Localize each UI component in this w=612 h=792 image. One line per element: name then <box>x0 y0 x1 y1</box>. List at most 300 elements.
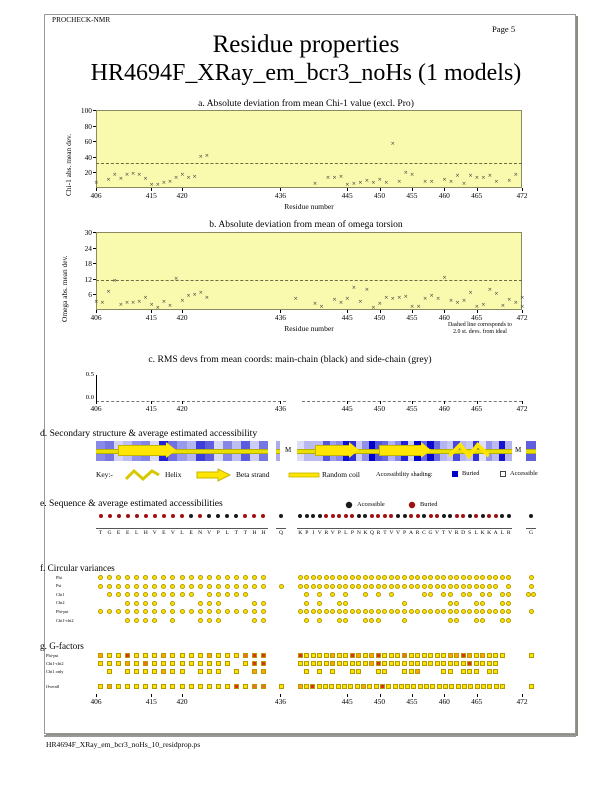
panel-e-caption: e. Sequence & average estimated accessibilities <box>40 498 223 509</box>
data-point: × <box>507 296 512 303</box>
g-factor-marker <box>376 661 381 666</box>
x-tick-label: 415 <box>145 697 157 706</box>
g-factor-marker <box>304 684 309 689</box>
y-tick-label: 12 <box>84 274 92 284</box>
data-point: × <box>442 176 447 183</box>
circular-variance-marker <box>207 592 212 597</box>
circular-variance-marker <box>500 618 505 623</box>
y-tick-label: 40 <box>84 152 92 162</box>
x-tick-label: 472 <box>516 404 528 413</box>
x-tick-label: 450 <box>373 404 386 413</box>
g-factor-marker <box>468 684 473 689</box>
accessibility-dot <box>144 514 148 518</box>
data-point: × <box>173 174 179 181</box>
g-factor-marker <box>134 669 139 674</box>
circular-variance-marker <box>506 584 511 589</box>
g-factor-marker <box>363 653 368 658</box>
data-point: × <box>143 295 148 302</box>
g-factor-marker <box>330 669 335 674</box>
g-factor-marker <box>261 684 266 689</box>
panel-c-vaxis <box>96 375 97 401</box>
panel-d-key-buried: Buried <box>462 470 480 477</box>
g-factor-marker <box>342 684 347 689</box>
sequence-residue: L <box>500 530 504 536</box>
g-factor-marker <box>261 653 266 658</box>
g-factor-marker <box>493 669 498 674</box>
g-factor-marker <box>415 669 420 674</box>
g-factor-marker <box>409 661 414 666</box>
accessibility-dot <box>422 514 426 518</box>
data-point: × <box>180 172 185 179</box>
g-factor-marker <box>389 661 394 666</box>
sequence-residue: H <box>261 530 266 536</box>
data-point: × <box>204 295 210 302</box>
g-factor-marker <box>350 669 355 674</box>
y-tick-label: 20 <box>84 168 92 178</box>
panel-g-row-label: Overall <box>46 683 60 689</box>
accessibility-dot <box>383 514 387 518</box>
g-factor-marker <box>170 684 175 689</box>
g-factor-marker <box>467 661 472 666</box>
circular-variance-marker <box>350 584 355 589</box>
x-tick-label: 450 <box>373 191 386 200</box>
g-factor-marker <box>374 684 379 689</box>
x-tick-label: 465 <box>471 313 483 322</box>
g-factor-marker <box>428 661 433 666</box>
circular-variance-marker <box>428 584 433 589</box>
g-factor-marker <box>298 661 303 666</box>
circular-variance-marker <box>363 575 368 580</box>
g-factor-marker <box>382 669 387 674</box>
g-factor-marker <box>216 653 221 658</box>
data-point: × <box>364 287 370 294</box>
sequence-residue: V <box>207 530 212 536</box>
sequence-rule <box>297 528 512 529</box>
circular-variance-marker <box>422 592 427 597</box>
circular-variance-marker <box>180 592 185 597</box>
circular-variance-marker <box>98 584 103 589</box>
circular-variance-marker <box>207 575 212 580</box>
g-factor-marker <box>234 669 239 674</box>
circular-variance-marker <box>234 575 239 580</box>
circular-variance-marker <box>337 584 342 589</box>
circular-variance-marker <box>252 575 257 580</box>
data-point: × <box>461 297 467 304</box>
sequence-residue: E <box>116 530 121 536</box>
circular-variance-marker <box>435 584 440 589</box>
data-point: × <box>468 173 473 180</box>
accessibility-dot <box>126 514 130 518</box>
panel-d-marker-left: M <box>285 446 292 454</box>
g-factor-marker <box>107 653 112 658</box>
g-factor-marker <box>399 684 404 689</box>
panel-c-caption: c. RMS devs from mean coords: main-chain (black) and side-chain (grey) <box>148 354 432 365</box>
circular-variance-marker <box>474 584 479 589</box>
x-tick-label: 436 <box>274 697 286 706</box>
accessibility-dot <box>357 514 361 518</box>
g-factor-marker <box>448 661 453 666</box>
circular-variance-marker <box>279 584 284 589</box>
g-factor-marker <box>500 684 505 689</box>
circular-variance-marker <box>207 584 212 589</box>
g-factor-marker <box>304 669 309 674</box>
g-factor-marker <box>461 653 466 658</box>
circular-variance-marker <box>529 575 534 580</box>
g-factor-marker <box>330 653 335 658</box>
sequence-residue: R <box>506 530 511 536</box>
circular-variance-marker <box>448 618 453 623</box>
g-factor-marker <box>376 669 381 674</box>
g-factor-marker <box>422 661 427 666</box>
g-factor-marker <box>395 661 400 666</box>
g-factor-marker <box>324 661 329 666</box>
circular-variance-marker <box>252 618 257 623</box>
circular-variance-marker <box>134 584 139 589</box>
sequence-residue: V <box>448 530 453 536</box>
data-point: × <box>167 178 173 185</box>
g-factor-marker <box>487 661 492 666</box>
data-point: × <box>429 178 434 185</box>
data-point: × <box>403 169 408 176</box>
g-factor-marker <box>424 684 429 689</box>
circular-variance-marker <box>363 618 368 623</box>
circular-variance-marker <box>422 584 427 589</box>
data-point: × <box>198 289 204 296</box>
threshold-line <box>96 280 522 281</box>
g-factor-marker <box>180 669 185 674</box>
g-factor-marker <box>161 669 166 674</box>
g-factor-marker <box>161 684 166 689</box>
g-factor-marker <box>152 669 157 674</box>
circular-variance-marker <box>448 584 453 589</box>
g-factor-marker <box>252 661 257 666</box>
circular-variance-marker <box>409 609 414 614</box>
accessibility-dot <box>99 514 103 518</box>
x-tick-label: 406 <box>90 697 102 706</box>
sequence-residue: Q <box>369 530 374 536</box>
circular-variance-marker <box>376 584 381 589</box>
g-factor-marker <box>461 661 466 666</box>
g-factor-marker <box>170 661 175 666</box>
y-tick-label: 6 <box>88 290 92 300</box>
data-point: × <box>474 174 480 181</box>
circular-variance-marker <box>324 575 329 580</box>
data-point: × <box>173 275 179 282</box>
data-point: × <box>338 173 344 180</box>
circular-variance-marker <box>298 584 303 589</box>
sequence-residue: D <box>461 530 466 536</box>
g-factor-marker <box>480 661 485 666</box>
circular-variance-marker <box>216 618 221 623</box>
sequence-residue: V <box>435 530 440 536</box>
g-factor-marker <box>529 653 534 658</box>
g-factor-marker <box>369 661 374 666</box>
sequence-residue: P <box>350 530 354 536</box>
y-tick-label: 18 <box>84 259 92 269</box>
x-tick-label: 420 <box>176 404 188 413</box>
g-factor-marker <box>234 653 239 658</box>
secondary-structure-band-left <box>96 441 268 461</box>
buried-dot-icon <box>408 501 416 509</box>
x-tick-label: 450 <box>373 313 386 322</box>
g-factor-marker <box>198 669 203 674</box>
g-factor-marker <box>356 661 361 666</box>
g-factor-marker <box>435 653 440 658</box>
y-tick-label: 60 <box>84 137 92 147</box>
panel-f-row-label: Chi1 <box>56 591 65 597</box>
sequence-residue: S <box>468 530 472 536</box>
data-point: × <box>149 301 154 308</box>
sequence-residue: G <box>428 530 433 536</box>
g-factor-marker <box>461 669 466 674</box>
x-tick-label: 406 <box>90 404 102 413</box>
circular-variance-marker <box>487 584 492 589</box>
threshold-line <box>96 163 522 164</box>
data-point: × <box>319 304 324 311</box>
sequence-rule <box>96 528 268 529</box>
g-factor-marker <box>337 653 342 658</box>
data-point: × <box>192 173 197 180</box>
page-title: Residue properties <box>212 31 400 58</box>
panel-b-ytitle: Omega abs. mean dev. <box>60 255 69 322</box>
circular-variance-marker <box>324 584 329 589</box>
g-factor-marker <box>125 653 130 658</box>
data-point: × <box>351 180 357 187</box>
circular-variance-marker <box>261 584 266 589</box>
g-factor-marker <box>207 661 212 666</box>
beta-strand-segment <box>379 445 422 456</box>
accessibility-dot <box>162 514 166 518</box>
data-point: × <box>351 285 357 292</box>
circular-variance-marker <box>252 584 257 589</box>
data-point: × <box>124 171 130 178</box>
g-factor-marker <box>125 684 130 689</box>
data-point: × <box>118 176 124 183</box>
data-point: × <box>416 304 421 311</box>
circular-variance-marker <box>461 575 466 580</box>
g-factor-marker <box>529 684 534 689</box>
circular-variance-marker <box>252 601 257 606</box>
circular-variance-marker <box>376 575 381 580</box>
page-number: Page 5 <box>492 24 516 34</box>
panel-a-ytitle: Chi-1 abs. mean dev. <box>64 133 73 196</box>
g-factor-marker <box>134 653 139 658</box>
circular-variance-marker <box>487 575 492 580</box>
data-point: × <box>124 300 130 307</box>
secondary-structure-band-right <box>297 441 512 461</box>
panel-b-xtitle: Residue number <box>284 324 334 333</box>
accessible-star-icon <box>345 501 353 509</box>
data-point: × <box>520 303 525 310</box>
x-tick-label: 445 <box>341 697 353 706</box>
accessibility-dot <box>409 514 413 518</box>
random-coil-segment <box>276 449 280 454</box>
data-point: × <box>106 288 111 295</box>
accessibility-dot <box>180 514 184 518</box>
g-factor-marker <box>493 653 498 658</box>
sequence-residue: P <box>305 530 309 536</box>
x-tick-label: 465 <box>471 404 483 413</box>
g-factor-marker <box>189 653 194 658</box>
panel-f-row-label: Chi1-chi2 <box>56 617 74 623</box>
sequence-residue: N <box>356 530 361 536</box>
g-factor-marker <box>435 661 440 666</box>
data-point: × <box>186 293 191 299</box>
y-tick <box>93 248 96 249</box>
accessibility-dot <box>481 514 485 518</box>
g-factor-marker <box>415 653 420 658</box>
g-factor-marker <box>443 684 448 689</box>
data-point: × <box>455 173 460 180</box>
x-tick-label: 465 <box>471 191 483 200</box>
circular-variance-marker <box>474 601 479 606</box>
x-tick-label: 455 <box>406 313 418 322</box>
footer-filename: HR4694F_XRay_em_bcr3_noHs_10_residprop.ps <box>46 740 201 749</box>
g-factor-marker <box>323 684 328 689</box>
data-point: × <box>371 180 376 187</box>
g-factor-marker <box>402 653 407 658</box>
sequence-residue: P <box>216 530 220 536</box>
data-point: × <box>149 181 154 188</box>
g-factor-marker <box>395 653 400 658</box>
accessibility-dot <box>529 514 533 518</box>
panel-g-row-label: Chi1 only <box>46 668 64 674</box>
circular-variance-marker <box>98 575 103 580</box>
data-point: × <box>513 300 519 307</box>
g-factor-marker <box>454 661 459 666</box>
y-tick <box>93 157 96 158</box>
g-factor-marker <box>376 653 381 658</box>
panel-a-caption: a. Absolute deviation from mean Chi-1 value (excl. Pro) <box>198 98 414 109</box>
circular-variance-marker <box>116 584 121 589</box>
circular-variance-marker <box>180 575 185 580</box>
x-tick-label: 445 <box>341 404 353 413</box>
y-tick <box>93 263 96 264</box>
beta-strand-arrowhead <box>349 442 359 458</box>
sequence-residue: T <box>234 530 239 536</box>
g-factor-marker <box>441 669 446 674</box>
circular-variance-marker <box>330 584 335 589</box>
accessibility-dot <box>344 514 348 518</box>
g-factor-marker <box>189 684 194 689</box>
data-point: × <box>500 302 506 309</box>
g-factor-marker <box>134 661 139 666</box>
accessibility-dot <box>455 514 459 518</box>
g-factor-marker <box>324 653 329 658</box>
data-point: × <box>403 294 408 301</box>
sequence-residue: E <box>189 530 193 536</box>
sequence-residue: V <box>317 530 322 536</box>
circular-variance-marker <box>189 584 194 589</box>
g-factor-marker <box>216 661 221 666</box>
data-point: × <box>130 170 136 177</box>
data-point: × <box>155 304 161 311</box>
data-point: × <box>396 178 402 185</box>
g-factor-marker <box>180 661 185 666</box>
circular-variance-marker <box>234 592 239 597</box>
sequence-residue: E <box>162 530 166 536</box>
g-factor-marker <box>261 669 266 674</box>
data-point: × <box>106 176 111 183</box>
g-factor-marker <box>317 669 322 674</box>
circular-variance-marker <box>454 601 459 606</box>
panel-d-key-strand: Beta strand <box>236 470 270 479</box>
g-factor-marker <box>170 653 175 658</box>
accessibility-dot <box>468 514 472 518</box>
circular-variance-marker <box>461 584 466 589</box>
x-tick-label: 406 <box>90 191 102 200</box>
circular-variance-marker <box>487 592 492 597</box>
circular-variance-marker <box>441 584 446 589</box>
x-tick-label: 436 <box>274 191 286 200</box>
y-tick-label: 100 <box>80 106 92 115</box>
circular-variance-marker <box>243 584 248 589</box>
g-factor-marker <box>98 661 103 666</box>
sequence-residue: A <box>493 530 498 536</box>
sequence-residue: T <box>243 530 248 536</box>
g-factor-marker <box>487 653 492 658</box>
sequence-residue: N <box>198 530 203 536</box>
panel-c-ytick-lo: 0.0 <box>85 394 94 401</box>
g-factor-marker <box>143 661 148 666</box>
sequence-residue: R <box>454 530 459 536</box>
y-tick <box>93 141 96 142</box>
panel-g-row-label: Phi-psi <box>46 652 59 658</box>
sequence-residue: K <box>363 530 368 536</box>
accessibility-dot <box>305 514 309 518</box>
panel-d-key-coil: Random coil <box>322 470 360 479</box>
x-tick-label: 460 <box>438 697 450 706</box>
data-point: × <box>338 300 344 307</box>
circular-variance-marker <box>243 575 248 580</box>
circular-variance-marker <box>474 618 479 623</box>
accessibility-dot <box>429 514 433 518</box>
circular-variance-marker <box>389 584 394 589</box>
g-factor-marker <box>161 653 166 658</box>
data-point: × <box>371 304 376 311</box>
x-tick-label: 436 <box>274 313 286 322</box>
circular-variance-marker <box>337 618 342 623</box>
x-tick-label: 455 <box>406 191 418 200</box>
circular-variance-marker <box>216 584 221 589</box>
program-name: PROCHECK-NMR <box>52 16 111 24</box>
panel-f-row-label: Phi <box>56 574 62 580</box>
circular-variance-marker <box>225 575 230 580</box>
beta-strand-icon <box>196 468 232 482</box>
data-point: × <box>312 300 318 307</box>
circular-variance-marker <box>529 609 534 614</box>
data-point: × <box>384 180 389 187</box>
data-point: × <box>94 298 99 305</box>
circular-variance-marker <box>198 584 203 589</box>
g-factor-marker <box>475 684 480 689</box>
sequence-residue: L <box>474 530 478 536</box>
circular-variance-marker <box>198 618 203 623</box>
g-factor-marker <box>474 661 479 666</box>
buried-swatch-icon <box>452 471 458 477</box>
g-factor-marker <box>409 653 414 658</box>
g-factor-marker <box>216 669 221 674</box>
g-factor-marker <box>355 684 360 689</box>
data-point: × <box>507 177 512 184</box>
y-tick-label: 80 <box>84 121 92 131</box>
data-point: × <box>474 303 480 310</box>
g-factor-marker <box>480 653 485 658</box>
circular-variance-marker <box>500 592 505 597</box>
x-tick-label: 455 <box>406 697 418 706</box>
data-point: × <box>155 182 161 189</box>
circular-variance-marker <box>409 575 414 580</box>
